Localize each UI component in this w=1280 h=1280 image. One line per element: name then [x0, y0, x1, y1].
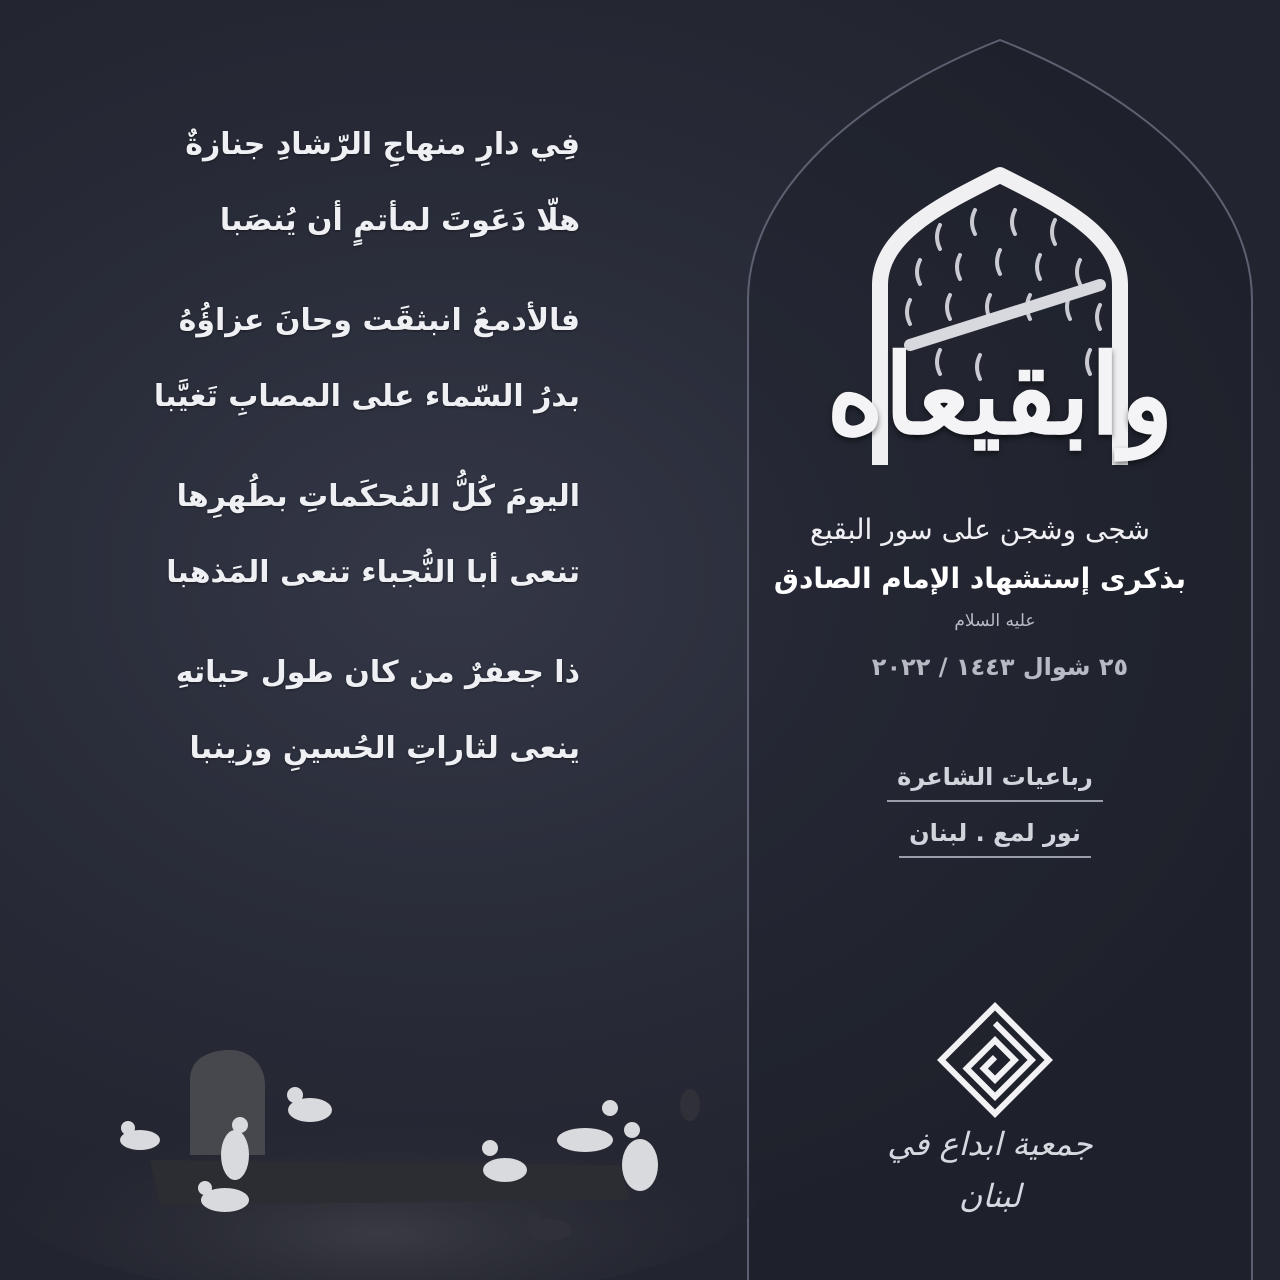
- tomb-scene-image: [0, 990, 760, 1280]
- verse: ذا جعفرٌ من كان طول حياتهِ: [175, 655, 580, 690]
- stanza: [130, 653, 580, 769]
- subtitle: شجى وشجن على سور البقيع: [810, 513, 1150, 546]
- stanza: [130, 125, 580, 241]
- honorific: عليه السلام: [954, 611, 1036, 631]
- verse: فِي دارِ منهاجِ الرّشادِ جنازةٌ: [185, 127, 580, 162]
- verse: بدرُ السّماء على المصابِ تَغيَّبا: [153, 379, 580, 414]
- poet-credit: [870, 758, 1120, 870]
- stanza: [130, 301, 580, 417]
- calligraphy-title: وابقيعاه: [826, 330, 1174, 459]
- kufic-logo-icon: [935, 1000, 1055, 1120]
- verse: فالأدمعُ انبثقَت وحانَ عزاؤُهُ: [178, 303, 580, 338]
- verse: ينعى لثاراتِ الحُسينِ وزينبا: [189, 731, 580, 766]
- poem: [130, 125, 580, 829]
- verse: تنعى أبا النُّجباء تنعى المَذهبا: [166, 555, 580, 590]
- date: ٢٥ شوال ١٤٤٣ / ٢٠٢٢: [871, 653, 1129, 681]
- stanza: [130, 477, 580, 593]
- occasion-title: بذكرى إستشهاد الإمام الصادق: [773, 562, 1187, 595]
- verse: اليومَ كُلُّ المُحكَماتِ بطُهرِها: [176, 479, 580, 514]
- organization-signature: جمعية ابداع في لبنان: [887, 1125, 1093, 1215]
- verse: هلّا دَعَوتَ لمأتمٍ أن يُنصَبا: [219, 203, 580, 238]
- poet-line-2: نور لمع . لبنان: [899, 814, 1091, 858]
- poet-line-1: رباعيات الشاعرة: [887, 758, 1103, 802]
